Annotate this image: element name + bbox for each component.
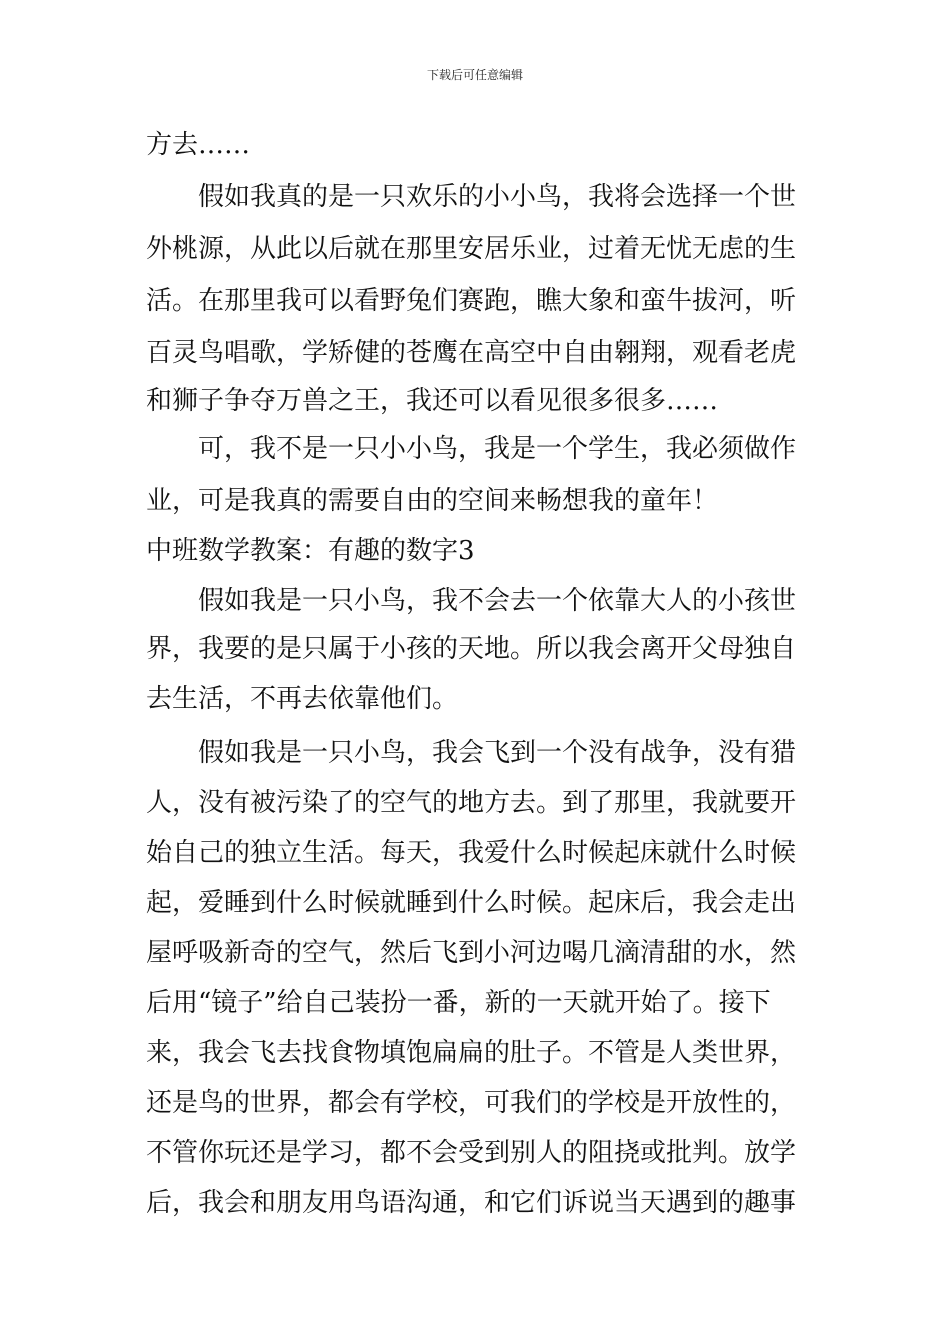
text-line: 界，我要的是只属于小孩的天地。所以我会离开父母独自 bbox=[146, 634, 797, 664]
text-line: 不管你玩还是学习，都不会受到别人的阻挠或批判。放学 bbox=[146, 1138, 797, 1168]
text-line: 后用“镜子”给自己装扮一番，新的一天就开始了。接下 bbox=[146, 988, 771, 1018]
text-line: 外桃源，从此以后就在那里安居乐业，过着无忧无虑的生 bbox=[146, 234, 797, 264]
text-line: 始自己的独立生活。每天，我爱什么时候起床就什么时候 bbox=[146, 838, 797, 868]
text-line: 后，我会和朋友用鸟语沟通，和它们诉说当天遇到的趣事 bbox=[146, 1188, 797, 1218]
section-heading: 中班数学教案：有趣的数字3 bbox=[146, 536, 475, 566]
paragraph-line: 假如我真的是一只欢乐的小小鸟，我将会选择一个世 bbox=[198, 182, 797, 212]
text-line: 屋呼吸新奇的空气，然后飞到小河边喝几滴清甜的水，然 bbox=[146, 938, 797, 968]
text-line: 业，可是我真的需要自由的空间来畅想我的童年！ bbox=[146, 486, 719, 516]
text-line: 去生活，不再去依靠他们。 bbox=[146, 684, 459, 714]
text-line: 还是鸟的世界，都会有学校，可我们的学校是开放性的， bbox=[146, 1088, 797, 1118]
text-line: 人，没有被污染了的空气的地方去。到了那里，我就要开 bbox=[146, 788, 797, 818]
paragraph-line: 假如我是一只小鸟，我不会去一个依靠大人的小孩世 bbox=[198, 586, 797, 616]
page-header: 下载后可任意编辑 bbox=[426, 68, 523, 82]
paragraph-line: 可，我不是一只小小鸟，我是一个学生，我必须做作 bbox=[198, 434, 797, 464]
paragraph-line: 假如我是一只小鸟，我会飞到一个没有战争，没有猎 bbox=[198, 738, 797, 768]
text-line: 和狮子争夺万兽之王，我还可以看见很多很多…… bbox=[146, 386, 719, 416]
text-line: 起，爱睡到什么时候就睡到什么时候。起床后，我会走出 bbox=[146, 888, 797, 918]
text-line: 来，我会飞去找食物填饱扁扁的肚子。不管是人类世界， bbox=[146, 1038, 797, 1068]
text-line: 方去…… bbox=[146, 130, 251, 160]
text-line: 活。在那里我可以看野兔们赛跑，瞧大象和蛮牛拔河，听 bbox=[146, 286, 797, 316]
text-line: 百灵鸟唱歌，学矫健的苍鹰在高空中自由翱翔，观看老虎 bbox=[146, 338, 797, 368]
